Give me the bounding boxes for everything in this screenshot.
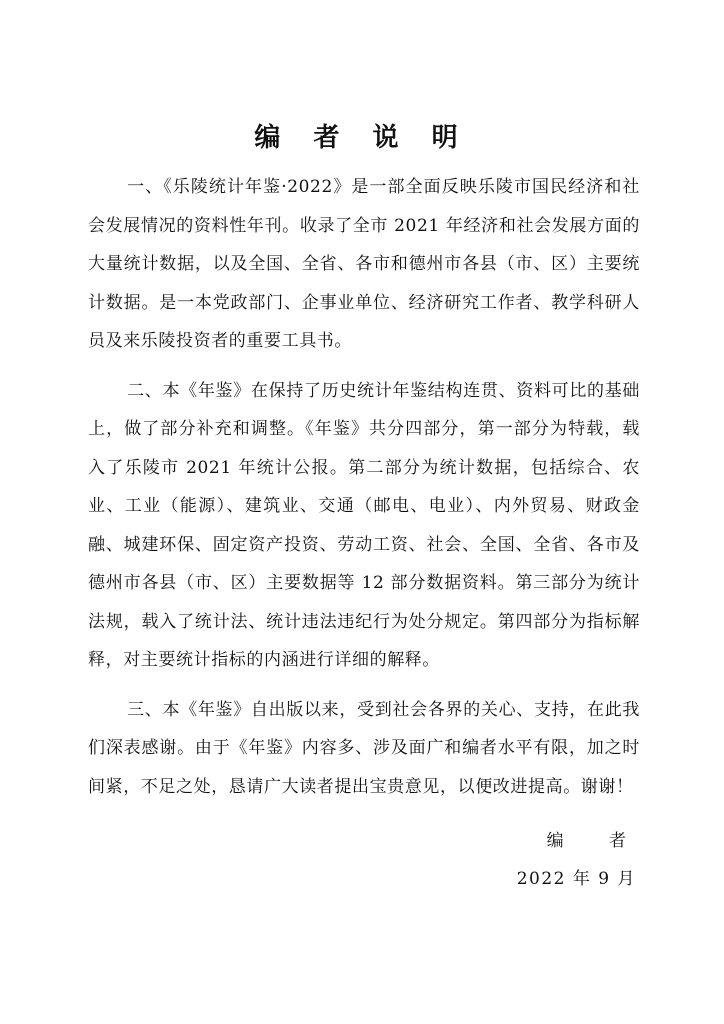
paragraph-1: 一、《乐陵统计年鉴·2022》是一部全面反映乐陵市国民经济和社会发展情况的资料性年刊。收录了全市 2021 年经济和社会发展方面的大量统计数据，以及全国、全省、各市和德州市各县（市、区）主要统计数据。是一本党政部门、企事业单位、经济研究工作者、教学科研人员及来乐陵投资者的重要工具书。 (88, 177, 640, 351)
paragraph-3: 三、本《年鉴》自出版以来，受到社会各界的关心、支持，在此我们深表感谢。由于《年鉴》内容多、涉及面广和编者水平有限，加之时间紧，不足之处，恳请广大读者提出宝贵意见，以便改进提高。谢谢！ (88, 699, 640, 797)
document-body (88, 168, 640, 817)
paragraph-2: 二、本《年鉴》在保持了历史统计年鉴结构连贯、资料可比的基础上，做了部分补充和调整。《年鉴》共分四部分，第一部分为特载，载入了乐陵市 2021 年统计公报。第二部分为统计数据，包括综合、农业、工业（能源）、建筑业、交通（邮电、电业）、内外贸易、财政金融、城建环保、固定资产投资、劳动工资、社会、全国、全省、各市及德州市各县（市、区）主要数据等 12 部分数据资料。第三部分为统计法规，载入了统计法、统计违法违纪行为处分规定。第四部分为指标解释，对主要统计指标的内涵进行详细的解释。 (88, 380, 640, 670)
signature-author: 编 者 (546, 831, 646, 851)
signature-date: 2022 年 9 月 (516, 869, 636, 889)
page-title: 编 者 说 明 (254, 123, 470, 153)
signature-block (516, 822, 646, 898)
